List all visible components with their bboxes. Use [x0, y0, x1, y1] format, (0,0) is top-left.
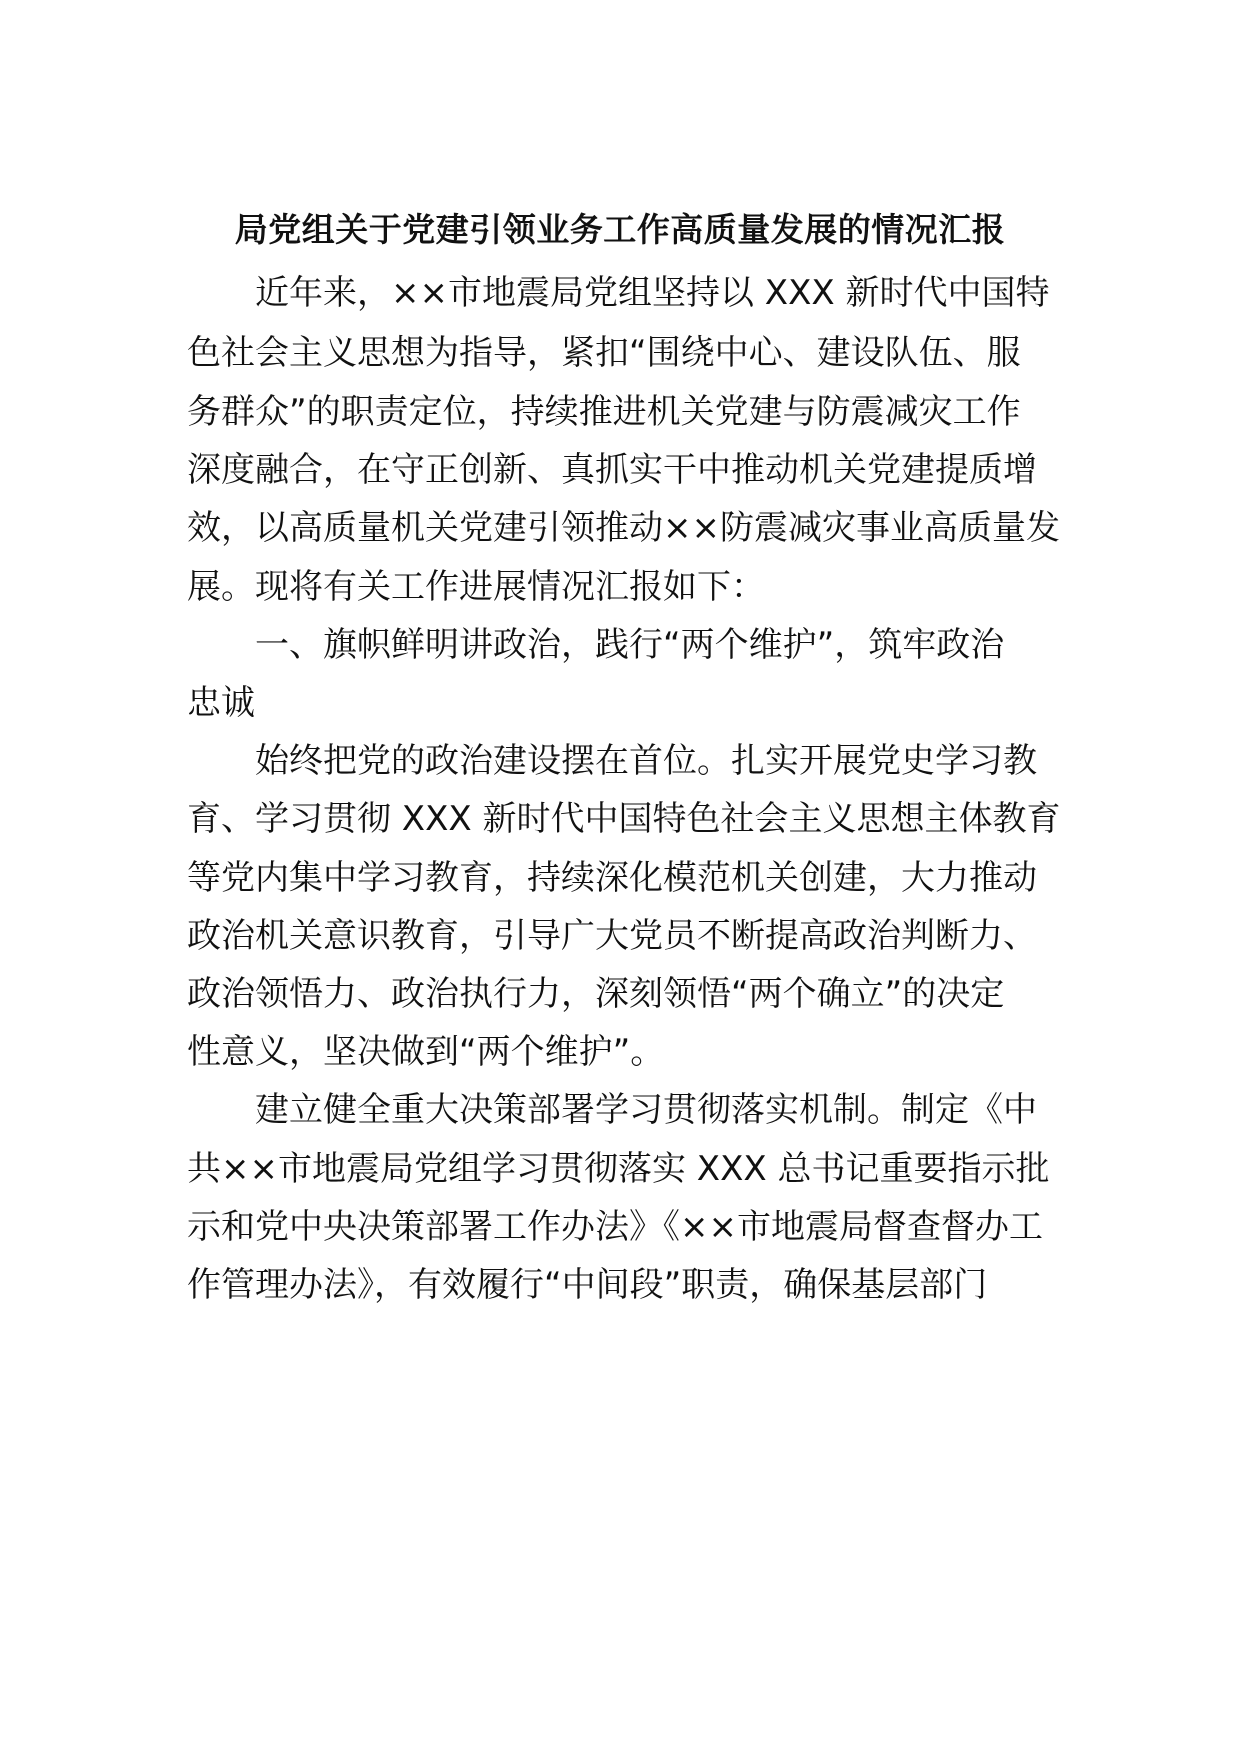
paragraph-line: 近年来，××市地震局党组坚持以 XXX 新时代中国特: [255, 273, 1050, 313]
paragraph-line: 共××市地震局党组学习贯彻落实 XXX 总书记重要指示批: [187, 1149, 1050, 1189]
paragraph-line: 作管理办法》，有效履行“中间段”职责，确保基层部门: [187, 1265, 988, 1305]
paragraph-line: 建立健全重大决策部署学习贯彻落实机制。制定《中: [255, 1090, 1037, 1130]
paragraph-line: 效，以高质量机关党建引领推动××防震减灾事业高质量发: [187, 508, 1060, 548]
paragraph-line: 始终把党的政治建设摆在首位。扎实开展党史学习教: [255, 741, 1037, 781]
paragraph-line: 务群众”的职责定位，持续推进机关党建与防震减灾工作: [187, 392, 1021, 432]
paragraph-line: 示和党中央决策部署工作办法》《××市地震局督查督办工: [187, 1207, 1043, 1247]
section-heading-line: 一、旗帜鲜明讲政治，践行“两个维护”，筑牢政治: [255, 625, 1005, 665]
paragraph-line: 深度融合，在守正创新、真抓实干中推动机关党建提质增: [187, 450, 1037, 490]
paragraph-line: 政治机关意识教育，引导广大党员不断提高政治判断力、: [187, 916, 1037, 956]
section-heading-line: 忠诚: [187, 683, 255, 723]
paragraph-line: 色社会主义思想为指导，紧扣“围绕中心、建设队伍、服: [187, 333, 1021, 373]
paragraph-line: 政治领悟力、政治执行力，深刻领悟“两个确立”的决定: [187, 974, 1005, 1014]
paragraph-line: 性意义，坚决做到“两个维护”。: [187, 1032, 665, 1072]
paragraph-line: 育、学习贯彻 XXX 新时代中国特色社会主义思想主体教育: [187, 799, 1061, 839]
paragraph-line: 等党内集中学习教育，持续深化模范机关创建，大力推动: [187, 858, 1037, 898]
document-title: 局党组关于党建引领业务工作高质量发展的情况汇报: [234, 210, 1006, 249]
paragraph-line: 展。现将有关工作进展情况汇报如下：: [187, 567, 765, 607]
